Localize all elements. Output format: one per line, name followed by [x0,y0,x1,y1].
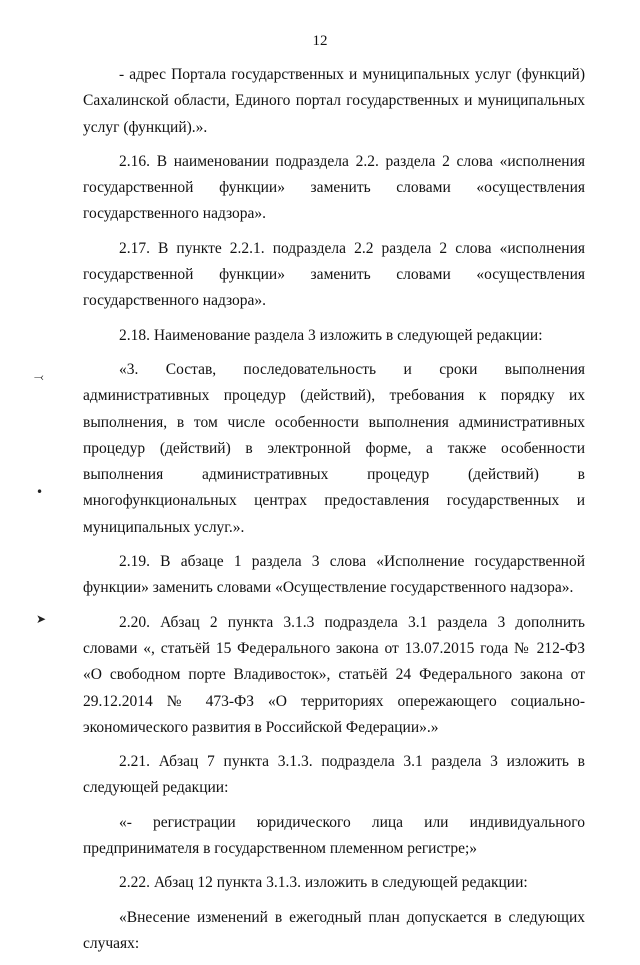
paragraph: 2.19. В абзаце 1 раздела 3 слова «Исполнение государственной функции» заменить словами «Осуществление государственного надзора». [83,553,585,597]
paragraph: 2.17. В пункте 2.2.1. подраздела 2.2 раздела 2 слова «исполнения государственной функции» заменить словами «осуществления государственного надзора». [83,239,585,310]
document-body [83,62,585,965]
page-number: 12 [312,33,328,49]
margin-mark: ⤙ [34,370,44,384]
margin-mark: ➤ [36,612,47,626]
paragraph: 2.22. Абзац 12 пункта 3.1.3. изложить в следующей редакции: [119,874,528,892]
paragraph: «- регистрации юридического лица или индивидуального предпринимателя в государственном племенном регистре;» [83,813,585,858]
paragraph: - адрес Портала государственных и муниципальных услуг (функций) Сахалинской области, Единого портал государственных и муниципальных услуг (функций).». [83,66,585,136]
paragraph: 2.16. В наименовании подраздела 2.2. раздела 2 слова «исполнения государственной функции» заменить словами «осуществления государственного надзора». [83,152,585,223]
paragraph: 2.20. Абзац 2 пункта 3.1.3 подраздела 3.1 раздела 3 дополнить словами «, статьёй 15 Федерального закона от 13.07.2015 года № 212-ФЗ «О свободном порте Владивосток», статьёй 24 Федерального закона от 29.12.2014 № 473-ФЗ «О территориях опережающего социально-экономического развития в Российской Федерации».» [83,613,585,736]
margin-mark: • [36,485,44,499]
paragraph: «3. Состав, последовательность и сроки выполнения административных процедур (действий), требования к порядку их выполнения, в том числе особенности выполнения административных процедур (действий) в электронной форме, а также особенности выполнения административных процедур (действий) в многофункциональных центрах предоставления государственных и муниципальных услуг.». [83,360,585,536]
paragraph: 2.18. Наименование раздела 3 изложить в следующей редакции: [119,326,543,344]
paragraph: «Внесение изменений в ежегодный план допускается в следующих случаях: [83,908,585,952]
paragraph: 2.21. Абзац 7 пункта 3.1.3. подраздела 3.1 раздела 3 изложить в следующей редакции: [83,753,585,797]
